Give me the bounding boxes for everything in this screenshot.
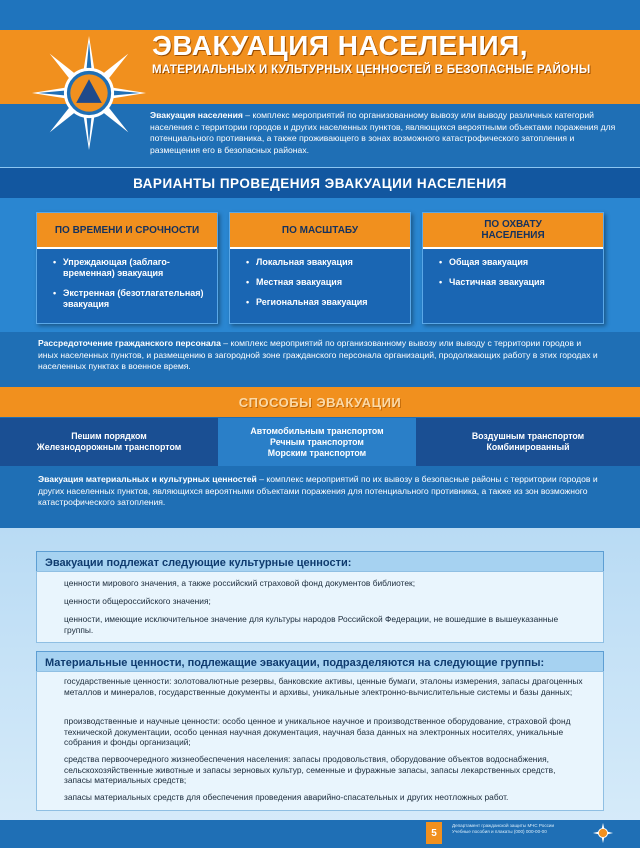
list-item: ценности мирового значения, а также российский страховой фонд документов библиотек;: [64, 578, 416, 588]
dispersal-paragraph: [38, 338, 598, 373]
method-item: Морским транспортом: [267, 447, 367, 458]
list-item: • Частичная эвакуация: [439, 277, 597, 288]
method-item: Автомобильным транспортом: [250, 425, 384, 436]
page-number: 5: [426, 822, 442, 844]
card-header: [230, 213, 410, 249]
emergency-star-logo-icon: [30, 34, 148, 152]
card-by-coverage: [422, 212, 604, 324]
list-item: производственные и научные ценности: особо ценное и уникальное научное и производственное оборудование, страховой фонд технической документации, особо ценная научная документация, научная база данных на электронных носителях, уникальные собрания и фонды организаций;: [64, 716, 571, 748]
methods-band: [0, 387, 640, 417]
footer-line: Департамент гражданской защиты МЧС России: [452, 823, 555, 828]
page-subtitle: МАТЕРИАЛЬНЫХ И КУЛЬТУРНЫХ ЦЕННОСТЕЙ В БЕЗОПАСНЫЕ РАЙОНЫ: [152, 64, 591, 76]
material-term: Эвакуация материальных и культурных ценностей: [38, 474, 257, 484]
material-text: – комплекс мероприятий по их вывозу в безопасные районы с территории городов и других населенных пунктов, являющихся вероятными объектами поражения для потенциального противника, а также из зон возможного катастрофического затопления.: [38, 474, 598, 508]
card-by-scale: [229, 212, 411, 324]
page-title: ЭВАКУАЦИЯ НАСЕЛЕНИЯ,: [152, 30, 528, 61]
card-header: [37, 213, 217, 249]
list-item: ценности, имеющие исключительное значение для культуры народов Российской Федерации, не вошедшие в вышеуказанные группы.: [64, 614, 559, 635]
top-strip: [0, 0, 640, 30]
emergency-star-small-icon: [592, 822, 614, 844]
list-item: • Экстренная (безотлагательная) эвакуация: [53, 288, 211, 310]
cultural-title: Эвакуации подлежат следующие культурные ценности:: [45, 557, 352, 569]
method-item: Комбинированный: [486, 442, 570, 452]
method-column-air-combined: [416, 418, 640, 466]
card-title: ПО МАСШТАБУ: [281, 224, 359, 236]
method-column-foot-rail: [0, 418, 218, 466]
list-item: ценности общероссийского значения;: [64, 596, 211, 606]
methods-title: СПОСОБЫ ЭВАКУАЦИИ: [238, 394, 402, 410]
method-item: Железнодорожным транспортом: [36, 442, 182, 452]
list-item: • Локальная эвакуация: [246, 257, 404, 268]
card-title: ПО ВРЕМЕНИ И СРОЧНОСТИ: [54, 224, 200, 236]
material-paragraph: [38, 474, 598, 509]
list-item: средства первоочередного жизнеобеспечения населения: запасы продовольствия, оборудование объектов водоснабжения, сельскохозяйственные животные и запасы зерновых культур, семенные и фуражные запасы, запасы лекарственных средств, запасы материальных средств;: [64, 754, 556, 786]
list-item: государственные ценности: золотовалютные резервы, банковские активы, ценные бумаги, эталоны измерения, запасы драгоценных металлов и минералов, государственные документы и архивы, уникальные электронно-вычислительные системы и базы данных;: [64, 676, 583, 697]
intro-text: – комплекс мероприятий по организованному вывозу или выводу различных категорий населения с территории городов и других населенных пунктов, являющихся вероятными объектами поражения для потенциального противника, а также проживающего в зонах возможного катастрофического затопления и размещения его в безопасных районах.: [150, 110, 616, 155]
list-item: • Упреждающая (заблаго-временная) эвакуация: [53, 257, 211, 279]
list-item: • Общая эвакуация: [439, 257, 597, 268]
footer-line: Учебные пособия и плакаты (000) 000-00-00: [452, 829, 547, 834]
intro-term: Эвакуация населения: [150, 110, 243, 120]
list-item: • Местная эвакуация: [246, 277, 404, 288]
card-header: [423, 213, 603, 249]
footer-text: [452, 823, 592, 835]
card-title: ПО ОХВАТУ НАСЕЛЕНИЯ: [481, 219, 545, 241]
method-item: Воздушным транспортом: [471, 431, 585, 441]
method-item: Речным транспортом: [270, 436, 364, 447]
variants-band: [0, 168, 640, 198]
method-column-road-water: [218, 418, 416, 466]
dispersal-term: Рассредоточение гражданского персонала: [38, 338, 221, 348]
dispersal-text: – комплекс мероприятий по организованному вывозу или выводу с территории городов и иных населенных пунктов, и размещению в загородной зоне гражданского персонала организаций, продолжающих работу в этих городах и населенных пунктах в военное время.: [38, 338, 598, 372]
method-item: Пешим порядком: [71, 431, 147, 441]
groups-title: Материальные ценности, подлежащие эвакуации, подразделяются на следующие группы:: [45, 657, 545, 669]
methods-row: [0, 418, 640, 466]
variants-title: ВАРИАНТЫ ПРОВЕДЕНИЯ ЭВАКУАЦИИ НАСЕЛЕНИЯ: [133, 175, 507, 191]
list-item: запасы материальных средств для обеспечения проведения аварийно-спасательных и других неотложных работ.: [64, 792, 509, 802]
list-item: • Региональная эвакуация: [246, 297, 404, 308]
card-by-time: [36, 212, 218, 324]
intro-paragraph: [150, 110, 620, 156]
